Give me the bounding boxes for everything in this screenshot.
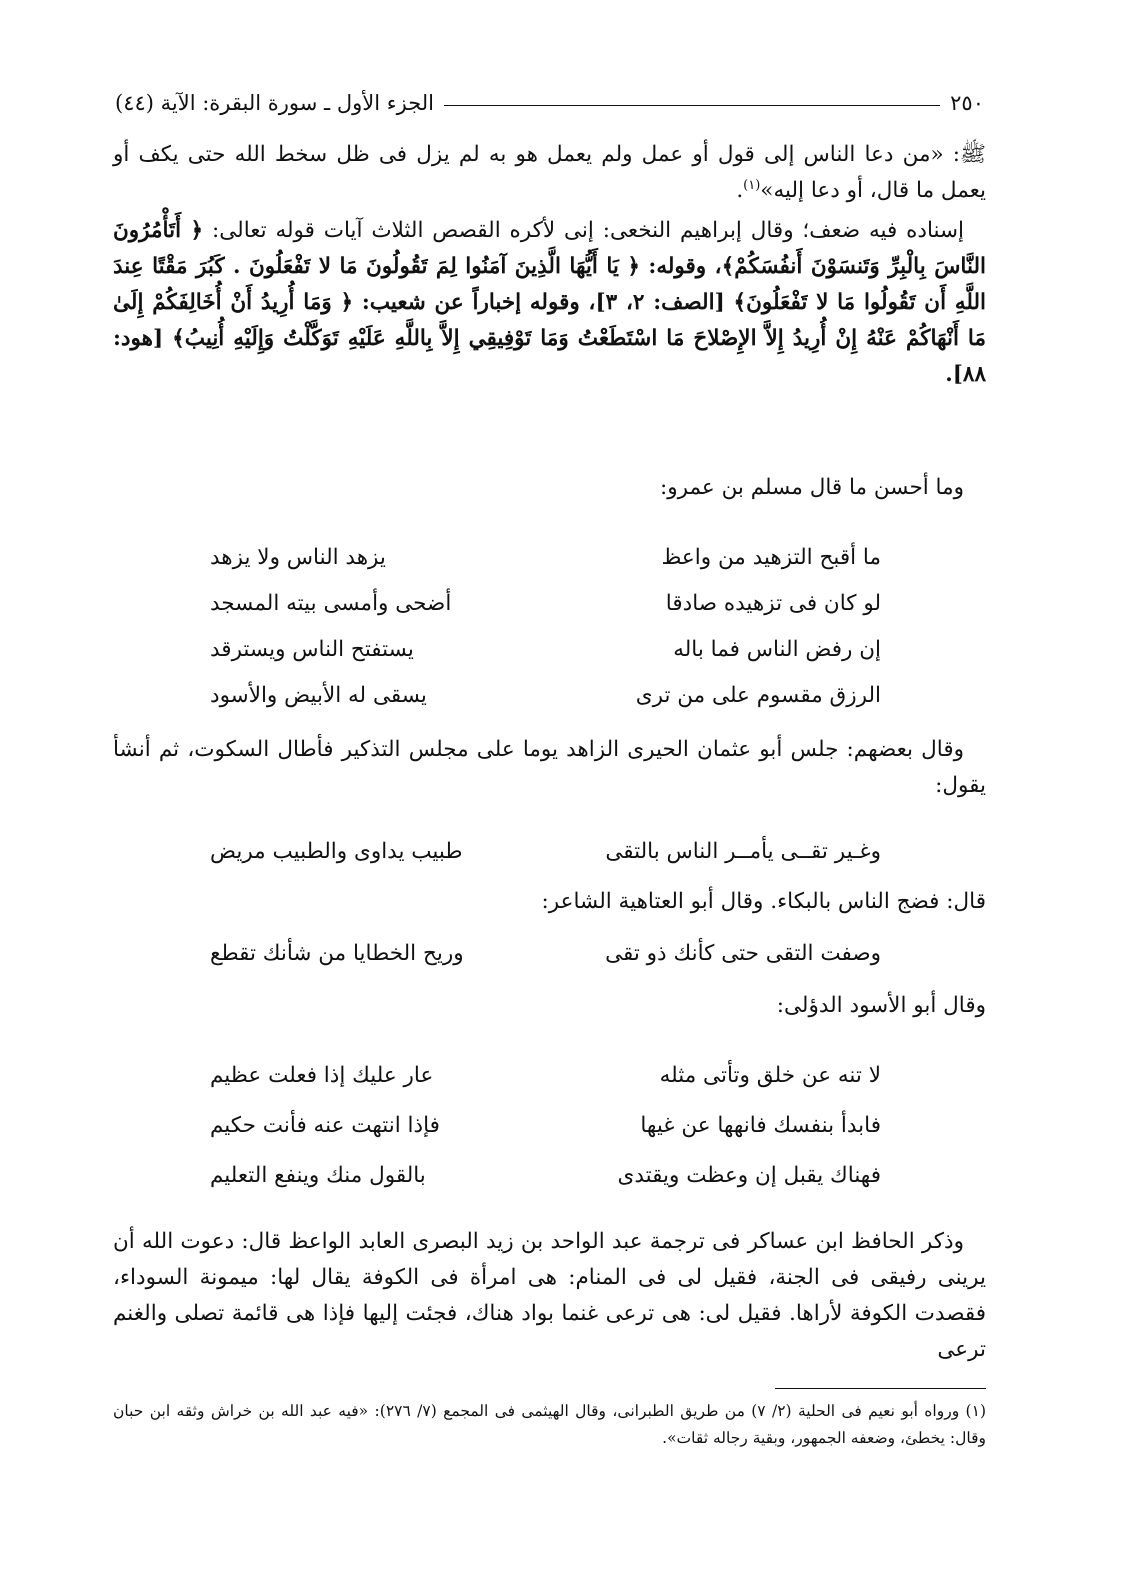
paragraph-nakhai: إسناده فيه ضعف؛ وقال إبراهيم النخعى: إنى لأكره القصص الثلاث آيات قوله تعالى: ﴿ أَتَأْمُرُونَ النَّاسَ بِالْبِرِّ وَتَنسَوْنَ أَنفُسَكُمْ﴾، وقوله: ﴿ يَا أَيُّهَا الَّذِينَ آمَنُوا لِمَ تَقُولُونَ مَا لا تَفْعَلُونَ . كَبُرَ مَقْتًا عِندَ اللَّهِ أَن تَقُولُوا مَا لا تَفْعَلُونَ﴾ [الصف: ٢، ٣]، وقوله إخباراً عن شعيب: ﴿ وَمَا أُرِيدُ أَنْ أُخَالِفَكُمْ إِلَىٰ مَا أَنْهَاكُمْ عَنْهُ إِنْ أُرِيدُ إِلاَّ الإِصْلاحَ مَا اسْتَطَعْتُ وَمَا تَوْفِيقِي إِلاَّ بِاللَّهِ عَلَيْهِ تَوَكَّلْتُ وَإِلَيْهِ أُنِيبُ﴾ [هود: ٨٨].	[113, 218, 986, 387]
running-header	[115, 86, 984, 120]
verse-line: وصفت التقى حتى كأنك ذو تقى وريح الخطايا من شأنك تقطع	[210, 941, 881, 966]
paragraph-ibn-asakir: وذكر الحافظ ابن عساكر فى ترجمة عبد الواحد بن زيد البصرى العابد الواعظ قال: دعوت الله أن يرينى رفيقى فى الجنة، فقيل لى فى المنام: هى امرأة فى الكوفة يقال لها: ميمونة السوداء، فقصدت الكوفة لأراها. فقيل لى: هى ترعى غنما بواد هناك، فجئت إليها فإذا هى قائمة تصلى والغنم ترعى	[113, 1229, 986, 1362]
paragraph-hadith: ﷺ: «من دعا الناس إلى قول أو عمل ولم يعمل هو به لم يزل فى ظل سخط الله حتى يكف أو يعمل ما قال، أو دعا إليه»$^{(١)}$.	[113, 142, 986, 203]
footnote: (١) ورواه أبو نعيم فى الحلية (٢/ ٧) من طريق الطبرانى، وقال الهيثمى فى المجمع (٧/ ٢٧٦): «فيه عبد الله بن خراش وثقه ابن حبان وقال: يخطئ، وضعفه الجمهور، وبقية رجاله ثقات».	[113, 1402, 986, 1447]
paragraph-intro-poem1: وما أحسن ما قال مسلم بن عمرو:	[659, 475, 964, 500]
verse-line: وغـير تقــى يأمــر الناس بالتقى طبيب يداوى والطبيب مريض	[210, 839, 881, 864]
page-number: ٢٥٠	[950, 91, 984, 115]
verse-line: إن رفض الناس فما باله يستفتح الناس ويسترقد	[210, 637, 881, 662]
verse-line: ما أقبح التزهيد من واعظ يزهد الناس ولا يزهد	[210, 545, 881, 570]
verse-line: فهناك يقبل إن وعظت ويقتدى بالقول منك وينفع التعليم	[210, 1163, 881, 1188]
header-rule	[444, 105, 940, 106]
paragraph-abu-uthman: وقال بعضهم: جلس أبو عثمان الحيرى الزاهد يوما على مجلس التذكير فأطال السكوت، ثم أنشأ يقول:	[113, 737, 986, 798]
paragraph-abu-aswad: وقال أبو الأسود الدؤلى:	[776, 993, 986, 1018]
verse-line: الرزق مقسوم على من ترى يسقى له الأبيض والأسود	[210, 683, 881, 708]
verse-line: لو كان فى تزهيده صادقا أضحى وأمسى بيته المسجد	[210, 591, 881, 616]
verse-line: لا تنه عن خلق وتأتى مثله عار عليك إذا فعلت عظيم	[210, 1063, 881, 1088]
paragraph-abu-atahiya: قال: فضج الناس بالبكاء. وقال أبو العتاهية الشاعر:	[541, 889, 986, 914]
running-title: الجزء الأول ـ سورة البقرة: الآية (٤٤)	[115, 91, 434, 115]
verse-line: فابدأ بنفسك فانهها عن غيها فإذا انتهت عنه فأنت حكيم	[210, 1113, 881, 1138]
footnote-marker: (١)	[743, 177, 761, 193]
footnote-rule	[775, 1388, 986, 1389]
quran-verses: ﴿ أَتَأْمُرُونَ النَّاسَ بِالْبِرِّ وَتَنسَوْنَ أَنفُسَكُمْ﴾، وقوله: ﴿ يَا أَيُّهَا الَّذِينَ آمَنُوا لِمَ تَقُولُونَ مَا لا تَفْعَلُونَ . كَبُرَ مَقْتًا عِندَ اللَّهِ أَن تَقُولُوا مَا لا تَفْعَلُونَ﴾ [الصف: ٢، ٣]، وقوله إخباراً عن شعيب: ﴿ وَمَا أُرِيدُ أَنْ أُخَالِفَكُمْ إِلَىٰ مَا أَنْهَاكُمْ عَنْهُ إِنْ أُرِيدُ إِلاَّ الإِصْلاحَ مَا اسْتَطَعْتُ وَمَا تَوْفِيقِي إِلاَّ بِاللَّهِ عَلَيْهِ تَوَكَّلْتُ وَإِلَيْهِ أُنِيبُ﴾ [هود: ٨٨].	[113, 218, 986, 387]
